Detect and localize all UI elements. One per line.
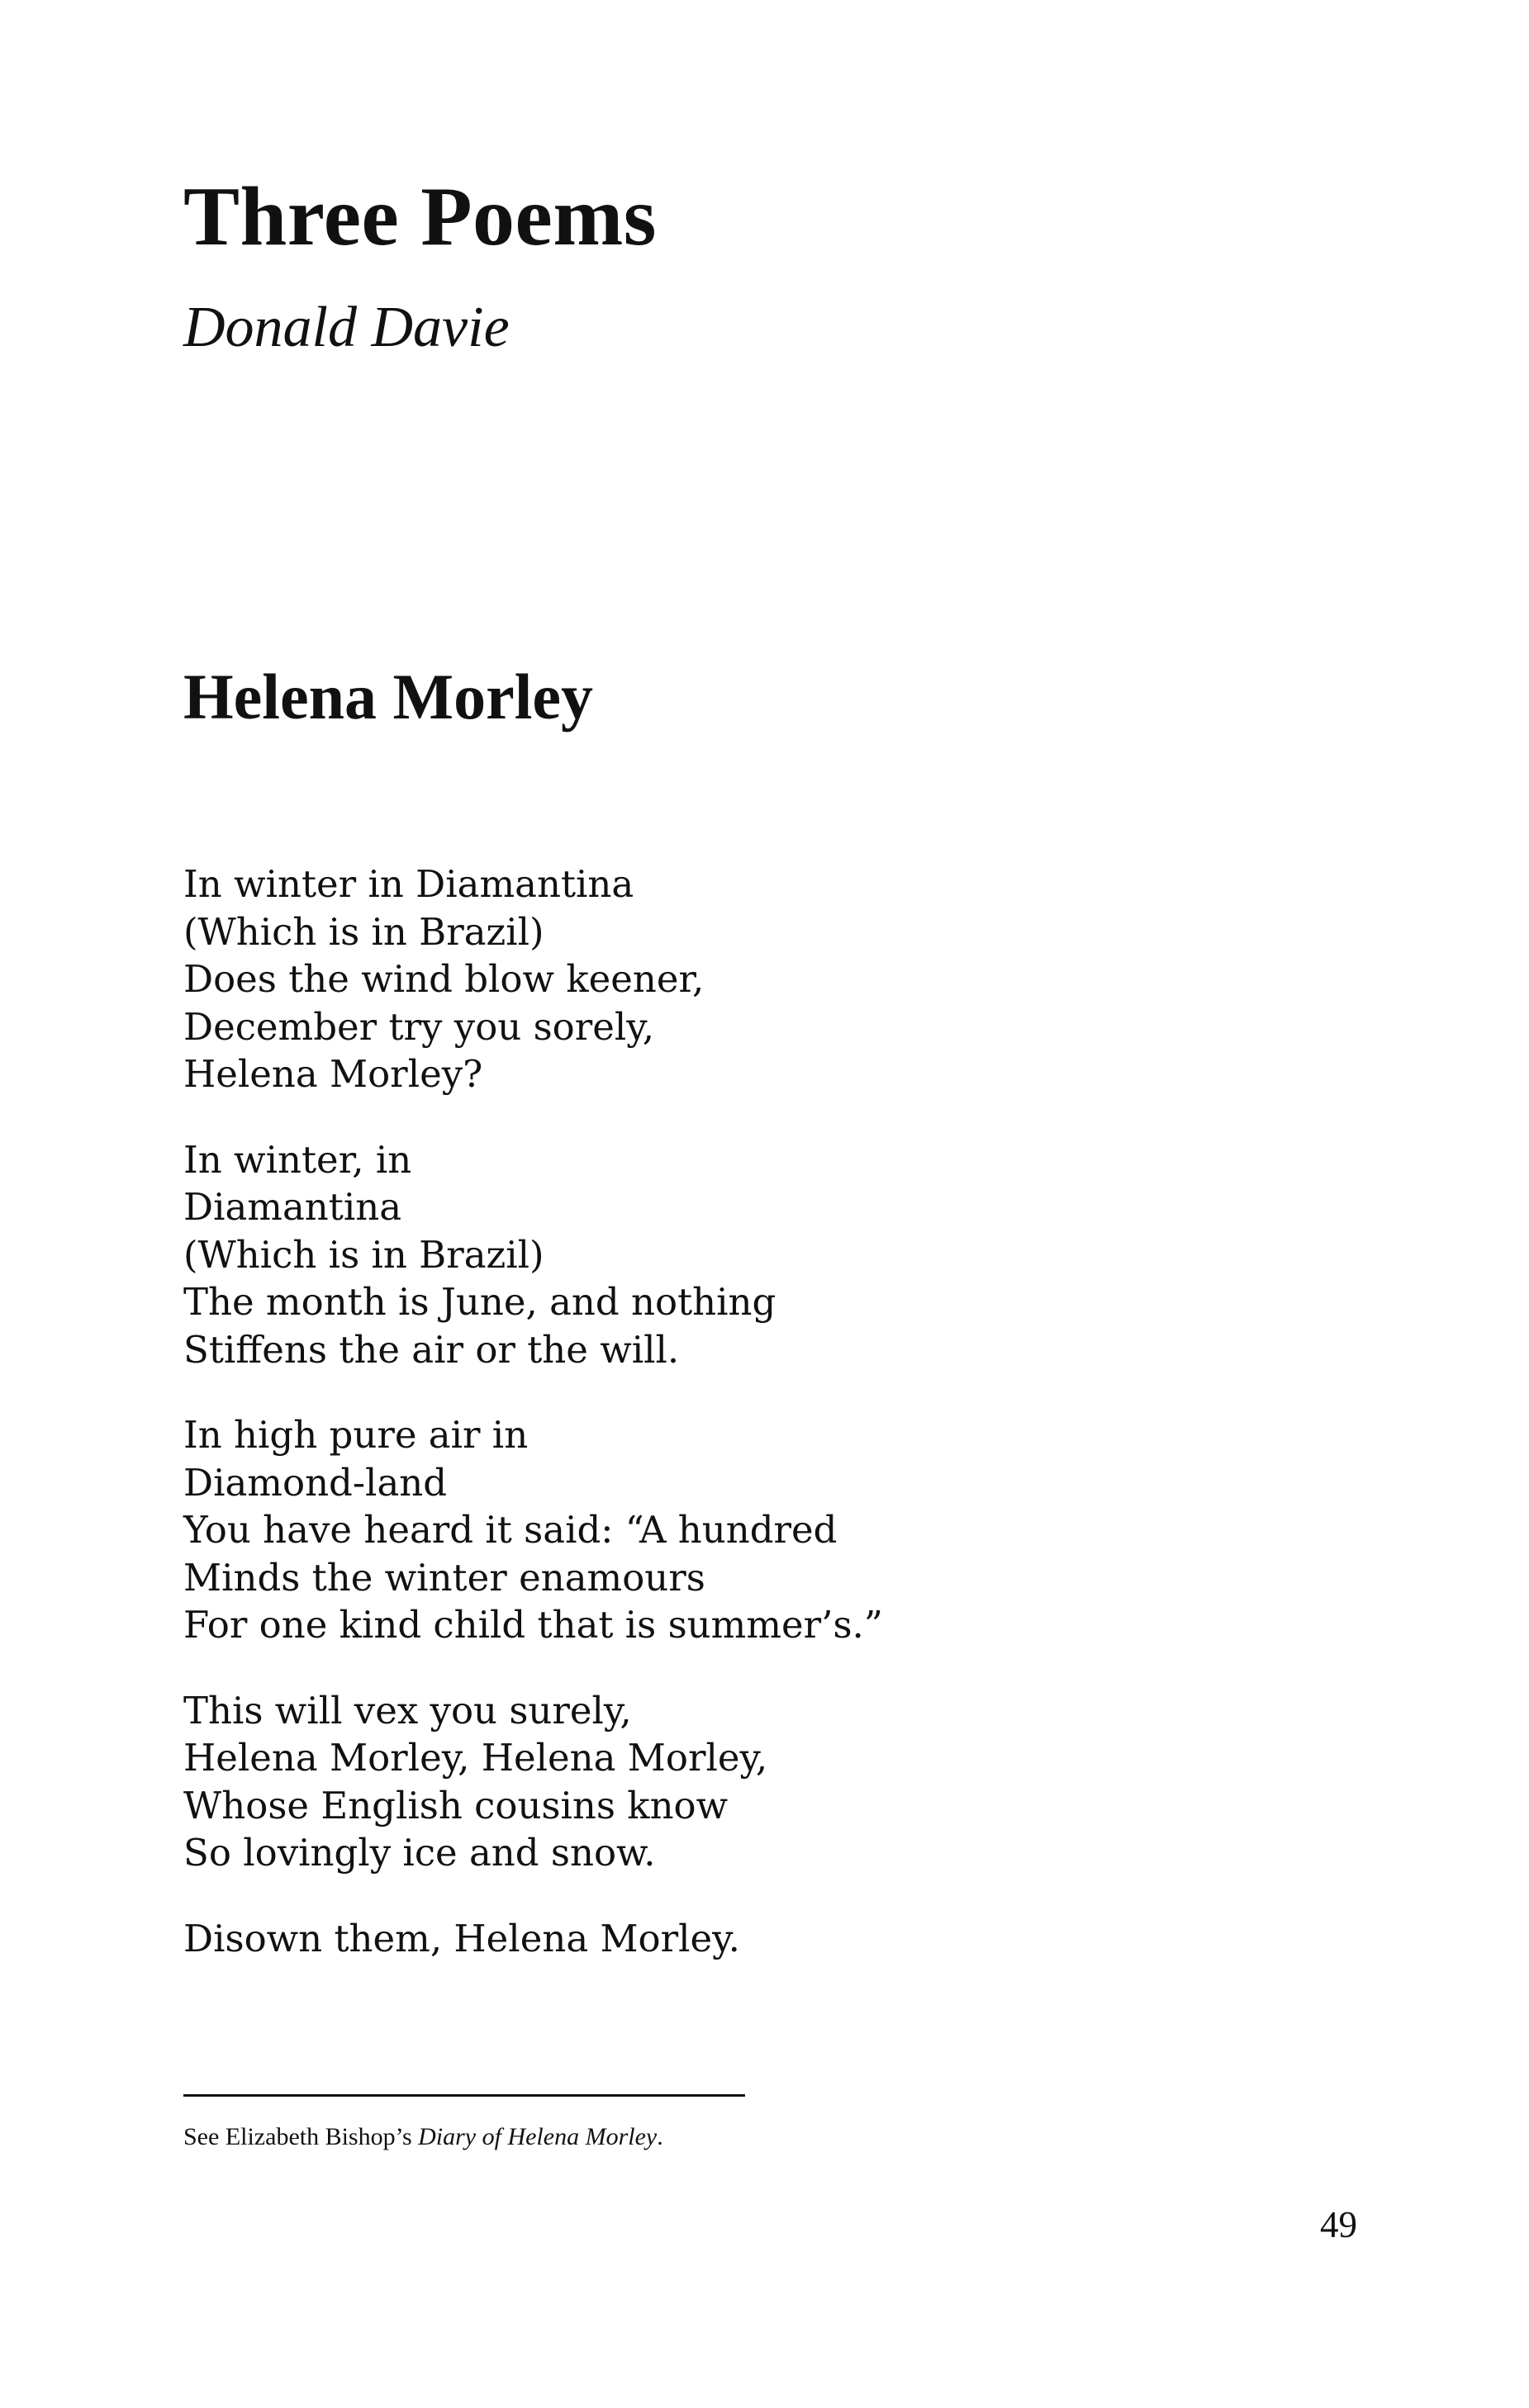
poem-line: Disown them, Helena Morley. [183,1916,740,1960]
poem-line: (Which is in Brazil) [183,1232,544,1277]
poem-line: So lovingly ice and snow. [183,1831,656,1875]
poem-line: Stiffens the air or the will. [183,1327,680,1372]
author-name: Donald Davie [183,296,510,359]
stanza-3 [183,1411,1175,1649]
poem-line: This will vex you surely, [183,1688,632,1733]
poem-line: Does the wind blow keener, [183,957,705,1001]
poem-line: December try you sorely, [183,1004,655,1049]
poem-line: In winter in Diamantina [183,862,634,906]
stanza-4 [183,1687,1175,1877]
footnote [183,2122,663,2152]
stanza-2 [183,1136,1175,1374]
poem-line: Helena Morley? [183,1052,483,1096]
poem-line: Whose English cousins know [183,1783,729,1827]
poem-line: (Which is in Brazil) [183,909,544,954]
footnote-suffix: . [657,2123,663,2150]
poem-title: Helena Morley [183,661,593,732]
poem-line: In high pure air in [183,1413,529,1457]
page-number: 49 [1320,2204,1357,2245]
poem-line: For one kind child that is summer’s.” [183,1603,883,1647]
poem-line: The month is June, and nothing [183,1280,776,1324]
poem-line: You have heard it said: “A hundred [183,1508,838,1552]
stanza-5 [183,1915,1175,1963]
poem-line: Diamond-land [183,1460,448,1505]
stanza-1 [183,860,1175,1098]
footnote-prefix: See Elizabeth Bishop’s [183,2123,419,2150]
footnote-divider [183,2094,745,2097]
poem-line: Diamantina [183,1185,402,1229]
poem-body [183,860,1175,2000]
footnote-book-title: Diary of Helena Morley [418,2123,658,2150]
poem-line: In winter, in [183,1137,412,1182]
page-title: Three Poems [183,170,657,263]
poem-line: Minds the winter enamours [183,1555,705,1600]
poem-line: Helena Morley, Helena Morley, [183,1736,768,1780]
